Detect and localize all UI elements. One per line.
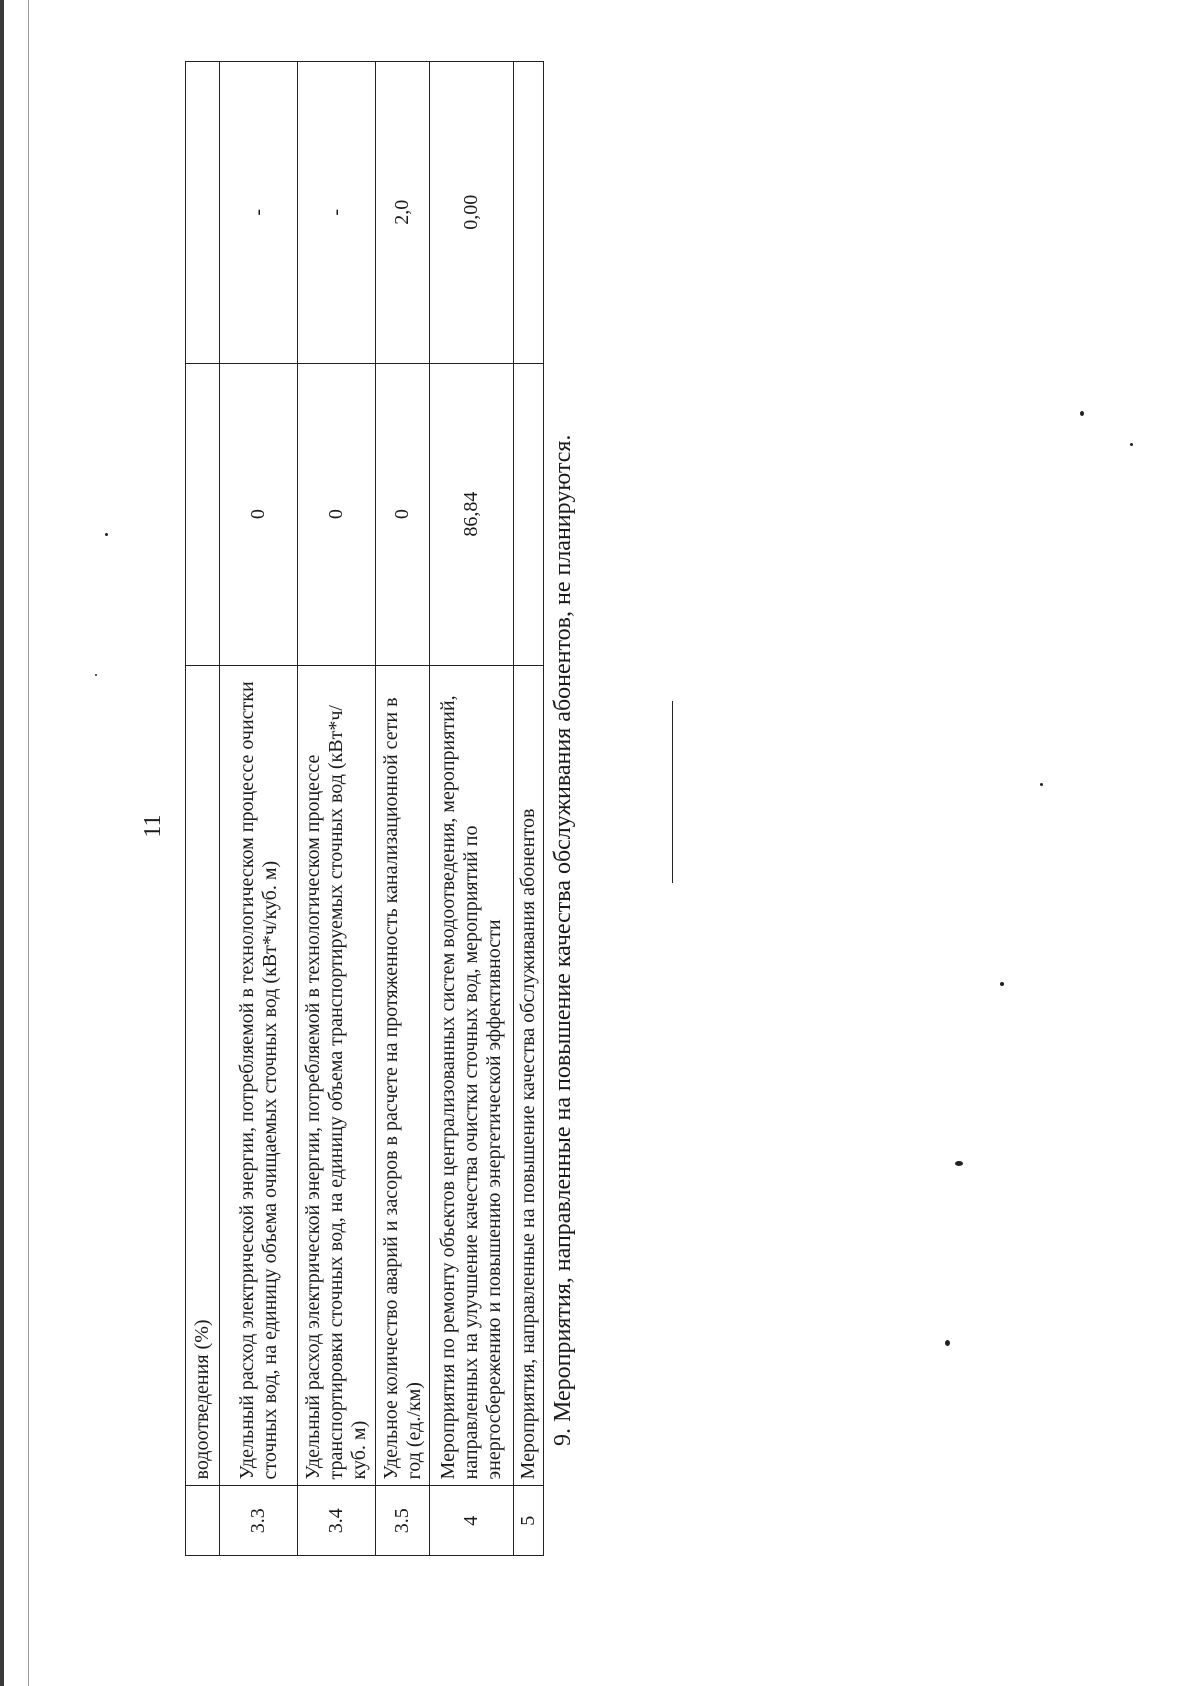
- table-row: [220, 62, 298, 1556]
- row-number: [186, 1486, 220, 1556]
- row-number: 3.5: [376, 1486, 430, 1556]
- row-name: Мероприятия, направленные на повышение качества обслуживания абонентов: [514, 665, 544, 1486]
- row-value-2: 0,00: [430, 62, 514, 364]
- section-9-text: 9. Мероприятия, направленные на повышение качества обслуживания абонентов, не планируются.: [550, 434, 576, 1446]
- divider-line: [672, 701, 673, 883]
- indicators-table: [185, 61, 544, 1556]
- table-row: [298, 62, 376, 1556]
- row-value-1: 0: [220, 363, 298, 665]
- row-number: 3.4: [298, 1486, 376, 1556]
- row-value-1: 0: [376, 363, 430, 665]
- row-value-2: -: [220, 62, 298, 364]
- table-row: [186, 62, 220, 1556]
- row-name: Удельный расход электрической энергии, потребляемой в технологическом процессе очистки сточных вод, на единицу объема очищаемых сточных вод (кВт*ч/куб. м): [220, 665, 298, 1486]
- table-row: [430, 62, 514, 1556]
- scan-speck: [945, 1340, 950, 1346]
- row-value-1: 86,84: [430, 363, 514, 665]
- row-number: 5: [514, 1486, 544, 1556]
- row-value-2: -: [298, 62, 376, 364]
- row-number: 3.3: [220, 1486, 298, 1556]
- row-value-1: [514, 363, 544, 665]
- scan-speck: [955, 1161, 963, 1166]
- row-number: 4: [430, 1486, 514, 1556]
- row-value-2: 2,0: [376, 62, 430, 364]
- row-value-2: [514, 62, 544, 364]
- page-number: 11: [140, 814, 166, 838]
- scan-speck: [1000, 982, 1004, 986]
- scan-speck: [105, 533, 108, 536]
- scan-speck: [1130, 443, 1133, 446]
- scan-speck: [1040, 783, 1043, 786]
- row-value-1: [186, 363, 220, 665]
- scan-speck: [1080, 411, 1084, 416]
- table-row: [376, 62, 430, 1556]
- row-name: Удельный расход электрической энергии, потребляемой в технологическом процессе транспортировки сточных вод, на единицу объема транспортируемых сточных вод (кВт*ч/куб. м): [298, 665, 376, 1486]
- table-row: [514, 62, 544, 1556]
- row-name: Удельное количество аварий и засоров в расчете на протяженность канализационной сети в год (ед./км): [376, 665, 430, 1486]
- row-name: водоотведения (%): [186, 665, 220, 1486]
- row-value-2: [186, 62, 220, 364]
- row-name: Мероприятия по ремонту объектов централизованных систем водоотведения, мероприятий, направленных на улучшение качества очистки сточных вод, мероприятий по энергосбережению и повышению энергетической эффективности: [430, 665, 514, 1486]
- row-value-1: 0: [298, 363, 376, 665]
- scan-speck: [95, 674, 97, 676]
